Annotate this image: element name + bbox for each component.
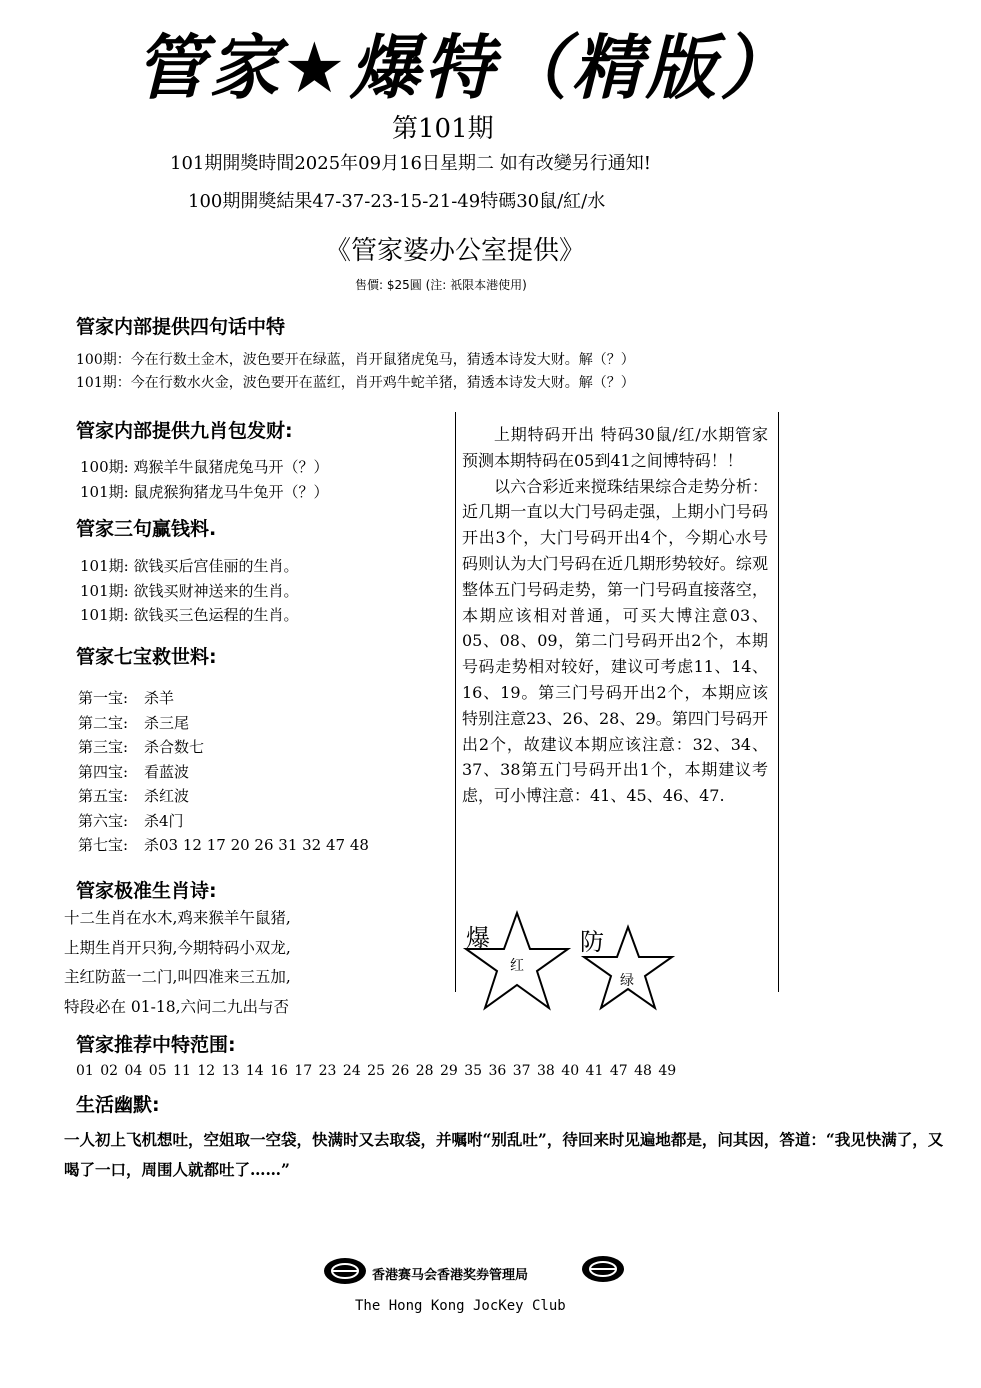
poem-line: 特段必在 01-18,六问二九出与否	[64, 997, 290, 1016]
list-item: 100期: 鸡猴羊牛鼠猪虎兔马开（？）	[80, 458, 329, 476]
lottery-logo-icon	[580, 1254, 626, 1284]
list-item: 101期: 欲钱买财神送来的生肖。	[80, 581, 299, 600]
range-numbers: 01 02 04 05 11 12 13 14 16 17 23 24 25 26 28 29 35 36 37 38 40 41 47 48 49	[76, 1063, 677, 1079]
poem-line: 主红防蓝一二门,叫四准来三五加,	[64, 968, 291, 986]
three-lines-list	[80, 554, 298, 628]
list-item: 第二宝: 杀三尾	[78, 713, 190, 732]
footer-org-cn: 香港赛马会香港奖券管理局	[372, 1268, 529, 1283]
list-item: 101期: 鼠虎猴狗猪龙马牛兔开（？）	[80, 483, 329, 501]
stars-graphic	[458, 905, 688, 1020]
fang-label: 防	[580, 928, 604, 956]
list-item: 第七宝: 杀03 12 17 20 26 31 32 47 48	[78, 836, 369, 854]
list-item: 第四宝: 看蓝波	[78, 762, 190, 781]
three-lines-heading: 管家三句赢钱料.	[76, 518, 217, 540]
nine-zodiac-heading: 管家内部提供九肖包发财:	[76, 420, 293, 442]
list-item: 100期：今在行数土金木，波色要开在绿蓝，肖开鼠猪虎兔马，猜透本诗发大财。解（？）	[76, 352, 635, 368]
last-result: 100期開獎結果47-37-23-15-21-49特碼30鼠/紅/水	[188, 191, 606, 212]
range-heading: 管家推荐中特范围:	[76, 1034, 236, 1056]
four-lines-heading: 管家内部提供四句话中特	[76, 316, 286, 338]
nine-zodiac-list	[80, 455, 328, 505]
analysis-para-2: 以六合彩近来搅珠结果综合走势分析：近几期一直以大门号码走强，上期小门号码开出3个，大门号码开出4个，今期心水号码则认为大门号码在近几期形势较好。综观整体五门号码走势，第一门号码直接落空，本期应该相对普通，可买大博注意03、05、08、09，第二门号码开出2个，本期号码走势相对较好，建议可考虑11、14、16、19。第三门号码开出2个，本期应该特别注意23、26、28、29。第四门号码开出2个，故建议本期应该注意：32、34、37、38第五门号码开出1个，本期建议考虑，可小博注意：41、45、46、47.	[462, 476, 768, 806]
seven-treasures-list	[78, 686, 369, 858]
provider: 《管家婆办公室提供》	[325, 236, 586, 266]
poem-line: 上期生肖开只狗,今期特码小双龙,	[64, 938, 291, 957]
poem-heading: 管家极准生肖诗:	[76, 880, 217, 902]
list-item: 101期: 欲钱买三色运程的生肖。	[80, 606, 299, 624]
humor-heading: 生活幽默:	[76, 1094, 160, 1116]
issue-number: 第101期	[392, 114, 494, 144]
page-title: 管家★爆特（精版）	[135, 27, 794, 109]
list-item: 101期: 欲钱买后宫佳丽的生肖。	[80, 557, 299, 575]
poem-line: 十二生肖在水木,鸡来猴羊午鼠猪,	[64, 909, 291, 927]
price-note: 售價: $25圓 (注: 祇限本港使用)	[355, 278, 527, 292]
analysis-para-1: 上期特码开出 特码30鼠/红/水期管家预测本期特码在05到41之间博特码！！	[462, 425, 768, 470]
seven-treasures-heading: 管家七宝救世料:	[76, 646, 217, 668]
humor-text: 一人初上飞机想吐，空姐取一空袋，快满时又去取袋，并嘱咐“别乱吐”，待回来时见遍地都是，问其因，答道：“我见快满了，又喝了一口，周围人就都吐了……”	[64, 1130, 944, 1179]
list-item: 第六宝: 杀4门	[78, 811, 184, 830]
list-item: 第五宝: 杀红波	[78, 787, 190, 805]
footer-org-en: The Hong Kong JocKey Club	[355, 1298, 566, 1314]
list-item: 101期：今在行数水火金，波色要开在蓝红，肖开鸡牛蛇羊猪，猜透本诗发大财。解（？）	[76, 375, 635, 391]
poem-lines	[64, 904, 291, 1022]
four-lines-list	[76, 349, 635, 395]
bao-label: 爆	[466, 924, 490, 952]
fang-color: 绿	[620, 973, 634, 989]
list-item: 第三宝: 杀合数七	[78, 738, 205, 756]
draw-notice: 101期開獎時間2025年09月16日星期二 如有改變另行通知!	[170, 153, 651, 174]
jockey-club-logo-icon	[322, 1256, 368, 1286]
analysis-text	[462, 422, 768, 809]
list-item: 第一宝: 杀羊	[78, 689, 175, 707]
bao-color: 红	[510, 958, 524, 974]
